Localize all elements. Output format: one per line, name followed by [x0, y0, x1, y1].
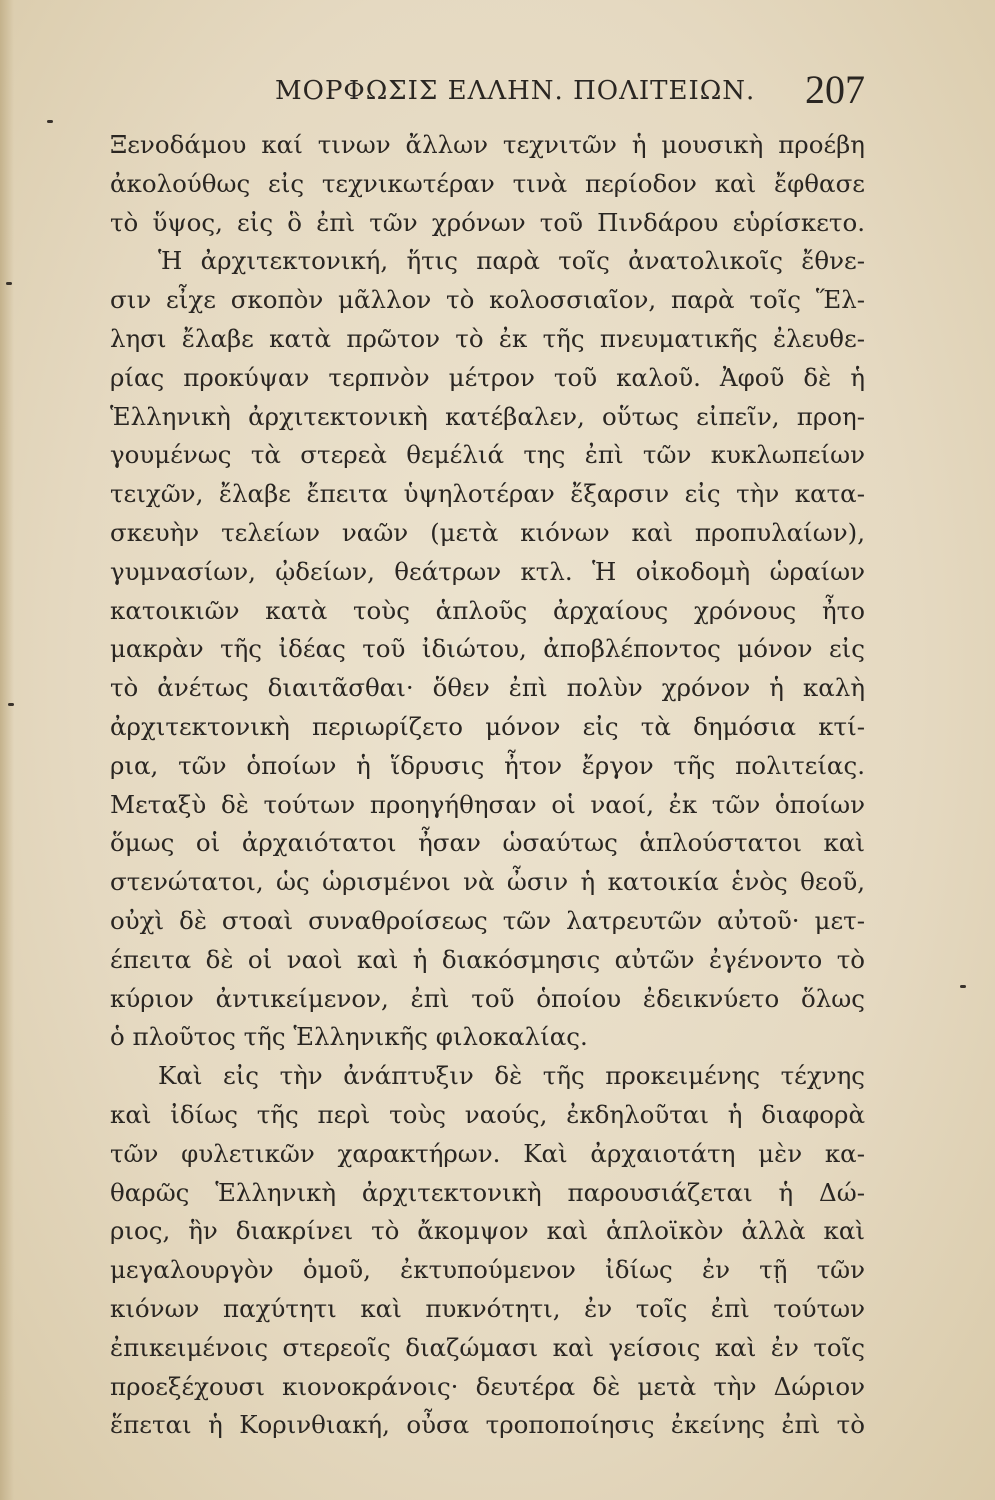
text-line: έπειτα δὲ οἱ ναοὶ καὶ ἡ διακόσμησις αὐτῶν ἐγένοντο τὸ: [110, 944, 865, 974]
margin-speck: [8, 703, 14, 706]
text-line: ριος, ἣν διακρίνει τὸ ἄκομψον καὶ ἁπλοϊκὸν ἀλλὰ καὶ: [110, 1216, 865, 1246]
text-line: ρίας προκύψαν τερπνὸν μέτρον τοῦ καλοῦ. Ἀφοῦ δὲ ἡ: [110, 362, 865, 392]
text-line: καὶ ἰδίως τῆς περὶ τοὺς ναούς, ἐκδηλοῦται ἡ διαφορὰ: [110, 1099, 865, 1129]
text-line: θαρῶς Ἑλληνικὴ ἀρχιτεκτονικὴ παρουσιάζεται ἡ Δώ-: [110, 1177, 865, 1207]
text-line: κατοικιῶν κατὰ τοὺς ἁπλοῦς ἀρχαίους χρόνους ἦτο: [110, 595, 865, 625]
text-line: στενώτατοι, ὡς ὡρισμένοι νὰ ὦσιν ἡ κατοικία ἑνὸς θεοῦ,: [110, 867, 865, 897]
text-line: μεγαλουργὸν ὁμοῦ, ἐκτυπούμενον ἰδίως ἐν τῇ τῶν: [110, 1255, 865, 1285]
text-line: ὁ πλοῦτος τῆς Ἑλληνικῆς φιλοκαλίας.: [110, 1022, 588, 1052]
text-line: λησι ἔλαβε κατὰ πρῶτον τὸ ἐκ τῆς πνευματικῆς ἐλευθε-: [110, 323, 865, 353]
running-head: ΜΟΡΦΩΣΙΣ ΕΛΛΗΝ. ΠΟΛΙΤΕΙΩΝ.: [275, 76, 756, 106]
text-line: ἕπεται ἡ Κορινθιακή, οὖσα τροποποίησις ἐκείνης ἐπὶ τὸ: [110, 1410, 865, 1440]
text-line: γυμνασίων, ᾠδείων, θεάτρων κτλ. Ἡ οἰκοδομὴ ὡραίων: [110, 556, 865, 586]
text-line: Ἑλληνικὴ ἀρχιτεκτονικὴ κατέβαλεν, οὕτως εἰπεῖν, προη-: [110, 401, 865, 431]
text-line: ὅμως οἱ ἀρχαιότατοι ἦσαν ὡσαύτως ἁπλούστατοι καὶ: [110, 828, 865, 858]
text-line: τειχῶν, ἔλαβε ἔπειτα ὑψηλοτέραν ἔξαρσιν εἰς τὴν κατα-: [110, 479, 865, 509]
text-line: σιν εἶχε σκοπὸν μᾶλλον τὸ κολοσσιαῖον, παρὰ τοῖς Ἕλ-: [110, 285, 865, 315]
body-text: [110, 126, 865, 1445]
page-gutter-shadow: [0, 0, 14, 1500]
text-line: οὐχὶ δὲ στοαὶ συναθροίσεως τῶν λατρευτῶν αὐτοῦ· μετ-: [110, 905, 865, 935]
text-line: γουμένως τὰ στερεὰ θεμέλιά της ἐπὶ τῶν κυκλωπείων: [110, 440, 865, 470]
text-line: μακρὰν τῆς ἰδέας τοῦ ἰδιώτου, ἀποβλέποντος μόνον εἰς: [110, 634, 865, 664]
text-line: ρια, τῶν ὁποίων ἡ ἵδρυσις ἦτον ἔργον τῆς πολιτείας.: [110, 750, 865, 780]
text-line: ἀκολούθως εἰς τεχνικωτέραν τινὰ περίοδον καὶ ἔφθασε: [110, 168, 865, 198]
text-line: Μεταξὺ δὲ τούτων προηγήθησαν οἱ ναοί, ἐκ τῶν ὁποίων: [110, 789, 865, 819]
page-header: [110, 62, 865, 122]
text-line: Ἡ ἀρχιτεκτονική, ἥτις παρὰ τοῖς ἀνατολικοῖς ἔθνε-: [158, 246, 865, 276]
text-line: σκευὴν τελείων ναῶν (μετὰ κιόνων καὶ προπυλαίων),: [110, 517, 865, 547]
text-line: τὸ ἀνέτως διαιτᾶσθαι· ὅθεν ἐπὶ πολὺν χρόνον ἡ καλὴ: [110, 673, 865, 703]
margin-speck: [960, 985, 966, 988]
text-line: Καὶ εἰς τὴν ἀνάπτυξιν δὲ τῆς προκειμένης τέχνης: [158, 1061, 865, 1091]
text-line: προεξέχουσι κιονοκράνοις· δευτέρα δὲ μετὰ τὴν Δώριον: [110, 1371, 865, 1401]
margin-speck: [6, 282, 12, 285]
text-line: τῶν φυλετικῶν χαρακτήρων. Καὶ ἀρχαιοτάτη μὲν κα-: [110, 1138, 865, 1168]
text-line: κύριον ἀντικείμενον, ἐπὶ τοῦ ὁποίου ἐδεικνύετο ὅλως: [110, 983, 865, 1013]
text-line: ἐπικειμένοις στερεοῖς διαζώμασι καὶ γείσοις καὶ ἐν τοῖς: [110, 1332, 865, 1362]
margin-speck: [47, 120, 53, 123]
page-number: 207: [805, 67, 865, 112]
text-line: Ξενοδάμου καί τινων ἄλλων τεχνιτῶν ἡ μουσικὴ προέβη: [110, 130, 865, 159]
text-line: τὸ ὕψος, εἰς ὃ ἐπὶ τῶν χρόνων τοῦ Πινδάρου εὑρίσκετο.: [110, 207, 865, 237]
text-line: ἀρχιτεκτονικὴ περιωρίζετο μόνον εἰς τὰ δημόσια κτί-: [110, 711, 865, 741]
text-line: κιόνων παχύτητι καὶ πυκνότητι, ἐν τοῖς ἐπὶ τούτων: [110, 1293, 865, 1323]
